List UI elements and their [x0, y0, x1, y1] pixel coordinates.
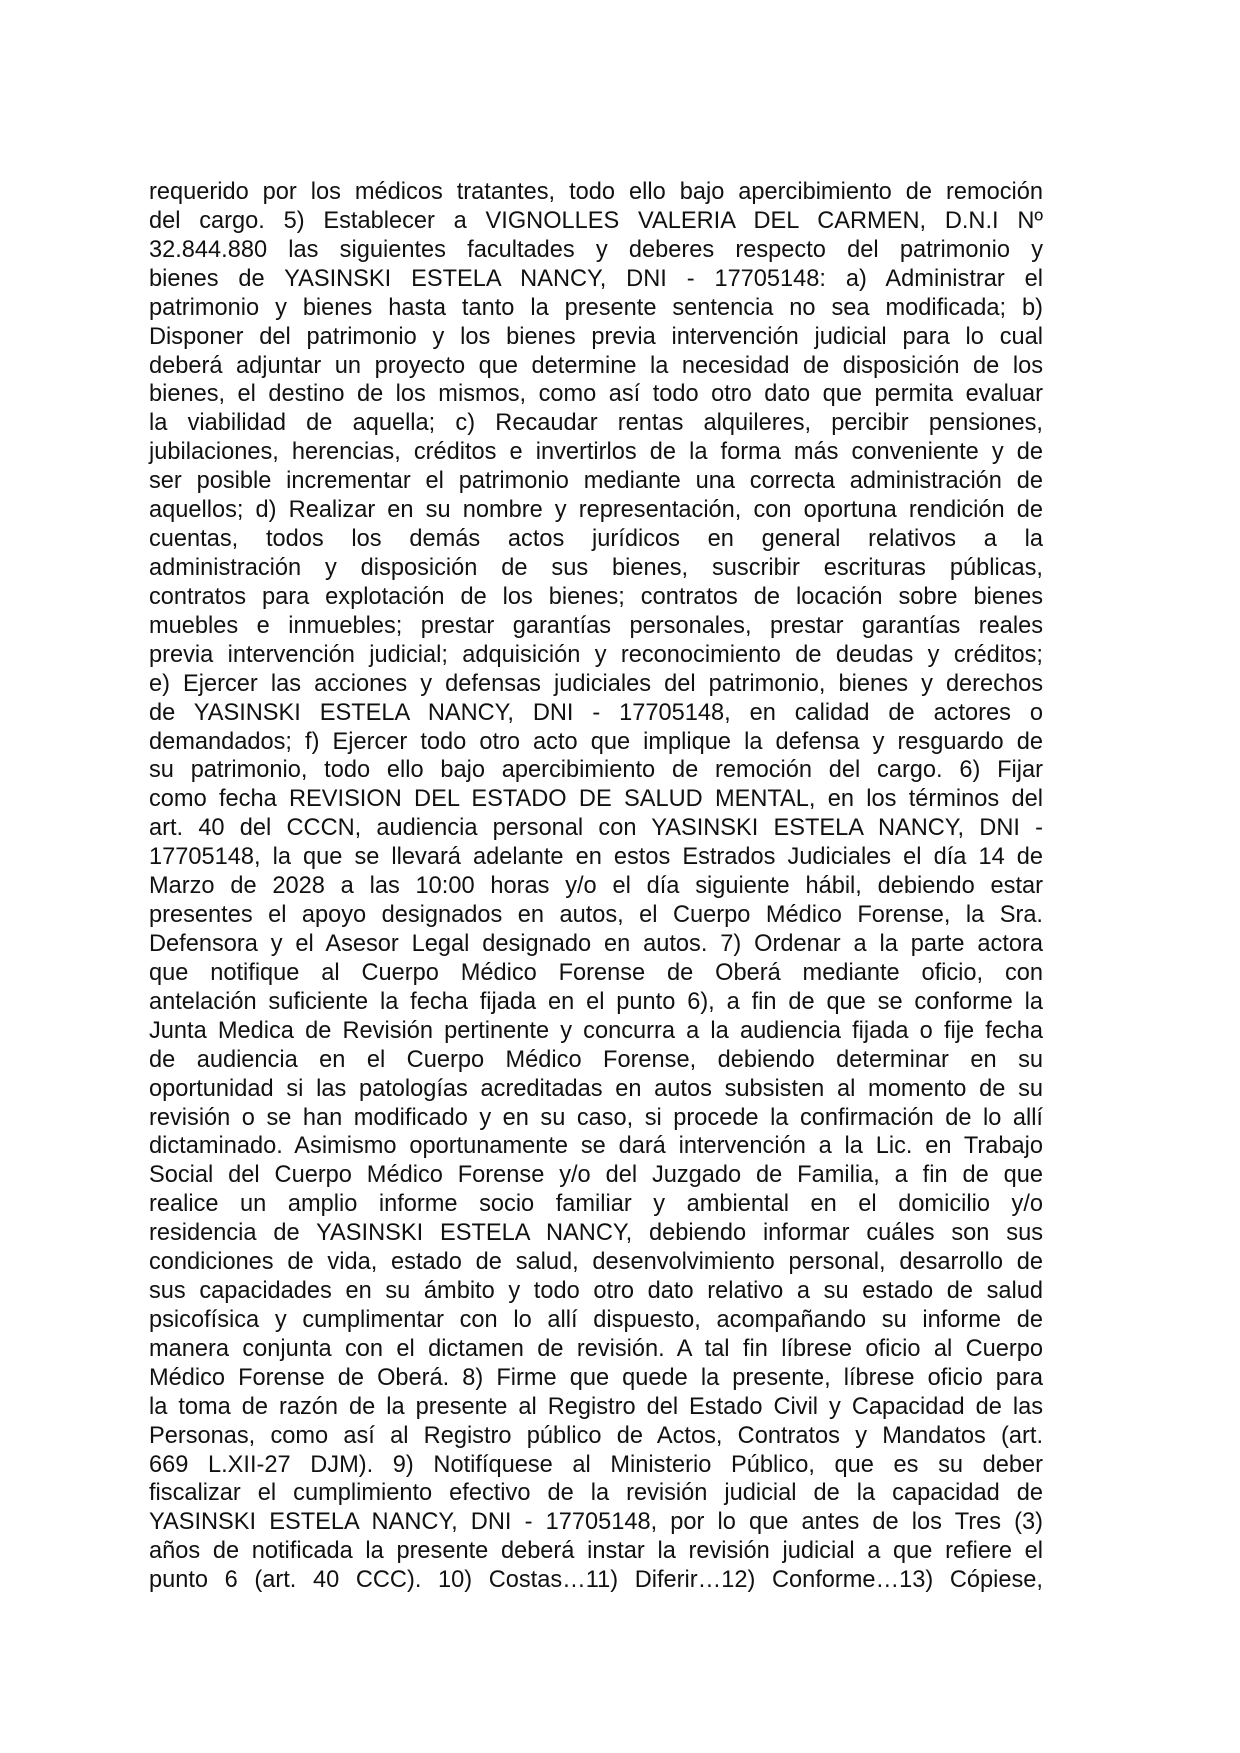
text-line: residencia de YASINSKI ESTELA NANCY, debiendo informar cuáles son sus — [149, 1220, 1043, 1247]
text-line: patrimonio y bienes hasta tanto la presente sentencia no sea modificada; b) — [149, 294, 1043, 321]
text-line: muebles e inmuebles; prestar garantías personales, prestar garantías reales — [149, 612, 1043, 639]
text-line: art. 40 del CCCN, audiencia personal con YASINSKI ESTELA NANCY, DNI - — [149, 815, 1043, 842]
text-line: punto 6 (art. 40 CCC). 10) Costas…11) Diferir…12) Conforme…13) Cópiese, — [149, 1567, 1043, 1594]
text-line: del cargo. 5) Establecer a VIGNOLLES VALERIA DEL CARMEN, D.N.I Nº — [149, 207, 1043, 234]
text-line: la toma de razón de la presente al Registro del Estado Civil y Capacidad de las — [149, 1393, 1043, 1420]
text-line: bienes de YASINSKI ESTELA NANCY, DNI - 17705148: a) Administrar el — [149, 265, 1043, 292]
text-line: de YASINSKI ESTELA NANCY, DNI - 17705148, en calidad de actores o — [149, 699, 1043, 726]
text-line: años de notificada la presente deberá instar la revisión judicial a que refiere el — [149, 1538, 1043, 1565]
text-line: que notifique al Cuerpo Médico Forense de Oberá mediante oficio, con — [149, 959, 1043, 986]
text-line: de audiencia en el Cuerpo Médico Forense, debiendo determinar en su — [149, 1046, 1043, 1073]
text-line: Social del Cuerpo Médico Forense y/o del Juzgado de Familia, a fin de que — [149, 1162, 1043, 1189]
text-line: psicofísica y cumplimentar con lo allí dispuesto, acompañando su informe de — [149, 1306, 1043, 1333]
text-line: revisión o se han modificado y en su caso, si procede la confirmación de lo allí — [149, 1104, 1043, 1131]
text-line: administración y disposición de sus bienes, suscribir escrituras públicas, — [149, 554, 1043, 581]
text-line: deberá adjuntar un proyecto que determine la necesidad de disposición de los — [149, 352, 1043, 379]
text-line: ser posible incrementar el patrimonio mediante una correcta administración de — [149, 468, 1043, 495]
text-line: dictaminado. Asimismo oportunamente se dará intervención a la Lic. en Trabajo — [149, 1133, 1043, 1160]
text-line: su patrimonio, todo ello bajo apercibimiento de remoción del cargo. 6) Fijar — [149, 757, 1043, 784]
text-line: requerido por los médicos tratantes, todo ello bajo apercibimiento de remoción — [149, 179, 1043, 205]
text-line: realice un amplio informe socio familiar y ambiental en el domicilio y/o — [149, 1191, 1043, 1218]
text-line: Defensora y el Asesor Legal designado en autos. 7) Ordenar a la parte actora — [149, 930, 1043, 957]
text-line: jubilaciones, herencias, créditos e invertirlos de la forma más conveniente y de — [149, 439, 1043, 466]
text-line: contratos para explotación de los bienes; contratos de locación sobre bienes — [149, 583, 1043, 610]
text-line: 17705148, la que se llevará adelante en estos Estrados Judiciales el día 14 de — [149, 844, 1043, 871]
text-line: bienes, el destino de los mismos, como así todo otro dato que permita evaluar — [149, 381, 1043, 408]
text-line: Marzo de 2028 a las 10:00 horas y/o el día siguiente hábil, debiendo estar — [149, 873, 1043, 900]
text-line: oportunidad si las patologías acreditadas en autos subsisten al momento de su — [149, 1075, 1043, 1102]
body-text — [149, 178, 1043, 1595]
text-line: demandados; f) Ejercer todo otro acto que implique la defensa y resguardo de — [149, 728, 1043, 755]
text-line: Junta Medica de Revisión pertinente y concurra a la audiencia fijada o fije fecha — [149, 1017, 1043, 1044]
text-line: sus capacidades en su ámbito y todo otro dato relativo a su estado de salud — [149, 1278, 1043, 1305]
text-line: como fecha REVISION DEL ESTADO DE SALUD MENTAL, en los términos del — [149, 786, 1043, 813]
text-line: Personas, como así al Registro público de Actos, Contratos y Mandatos (art. — [149, 1422, 1043, 1449]
text-line: manera conjunta con el dictamen de revisión. A tal fin líbrese oficio al Cuerpo — [149, 1335, 1043, 1362]
text-line: YASINSKI ESTELA NANCY, DNI - 17705148, por lo que antes de los Tres (3) — [149, 1509, 1043, 1536]
text-line: 669 L.XII-27 DJM). 9) Notifíquese al Ministerio Público, que es su deber — [149, 1451, 1043, 1478]
text-line: antelación suficiente la fecha fijada en el punto 6), a fin de que se conforme la — [149, 988, 1043, 1015]
text-line: Médico Forense de Oberá. 8) Firme que quede la presente, líbrese oficio para — [149, 1364, 1043, 1391]
text-line: presentes el apoyo designados en autos, el Cuerpo Médico Forense, la Sra. — [149, 902, 1043, 929]
text-line: e) Ejercer las acciones y defensas judiciales del patrimonio, bienes y derechos — [149, 670, 1043, 697]
text-line: 32.844.880 las siguientes facultades y deberes respecto del patrimonio y — [149, 236, 1043, 263]
text-line: cuentas, todos los demás actos jurídicos en general relativos a la — [149, 526, 1043, 553]
text-line: la viabilidad de aquella; c) Recaudar rentas alquileres, percibir pensiones, — [149, 410, 1043, 437]
text-line: Disponer del patrimonio y los bienes previa intervención judicial para lo cual — [149, 323, 1043, 350]
text-line: previa intervención judicial; adquisición y reconocimiento de deudas y créditos; — [149, 641, 1043, 668]
text-line: condiciones de vida, estado de salud, desenvolvimiento personal, desarrollo de — [149, 1249, 1043, 1276]
text-line: fiscalizar el cumplimiento efectivo de la revisión judicial de la capacidad de — [149, 1480, 1043, 1507]
text-line: aquellos; d) Realizar en su nombre y representación, con oportuna rendición de — [149, 497, 1043, 524]
